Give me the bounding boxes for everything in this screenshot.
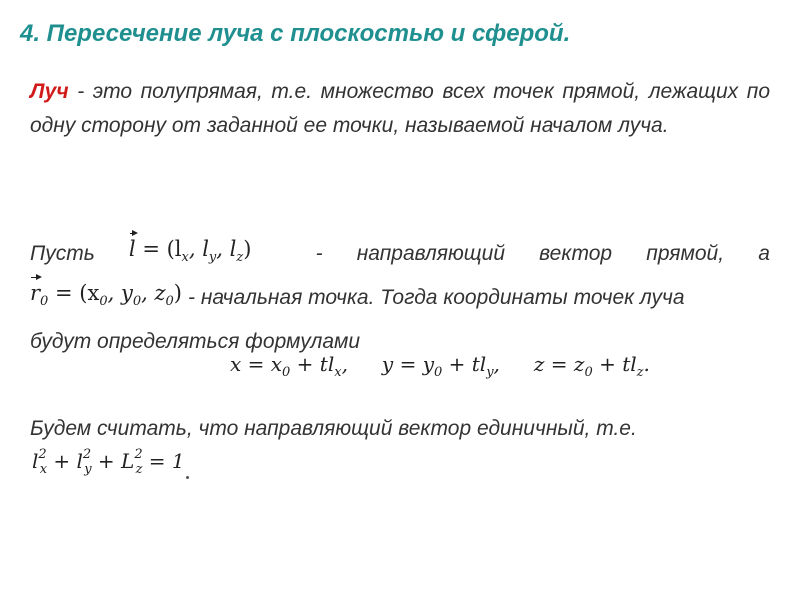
vector-r-symbol: r (30, 276, 40, 310)
ray-definition (30, 75, 770, 143)
direction-line-1 (30, 232, 770, 276)
origin-point-text: - начальная точка. Тогда координаты точек луча (188, 286, 685, 309)
slide-title: 4. Пересечение луча с плоскостью и сферой. (20, 20, 571, 47)
formula-z: $z = z_0 + tl_z$. (533, 352, 650, 380)
term-ray: Луч (30, 80, 69, 103)
vector-l-symbol: l (129, 232, 136, 266)
formula-x: $x = x_0 + tl_x$, (230, 352, 348, 380)
direction-vector-formula: $l = (l_x$, $l_y$, $l_z$) (129, 232, 252, 275)
direction-line-2 (30, 276, 770, 320)
word-a: а (758, 242, 770, 265)
parametric-formulas (230, 352, 650, 380)
word-pust: Пусть (30, 242, 95, 265)
unit-vector-text: Будем считать, что направляющий вектор единичный, т.е. (30, 417, 637, 440)
word-direction: направляющий (356, 242, 505, 265)
unit-vector-paragraph (30, 412, 770, 446)
dash: - (315, 242, 323, 265)
origin-vector-formula: $r_0 = (x_0$, $y_0$, $z_0$) (30, 276, 182, 319)
word-vector: вектор (539, 242, 613, 265)
unit-norm-formula: $l^2_x + l^2_y + L^2_z = 1$ (32, 447, 185, 477)
definition-text: - это полупрямая, т.е. множество всех точек прямой, лежащих по одну сторону от заданной ее точки, называемой началом луча. (30, 80, 770, 137)
word-line: прямой, (646, 242, 725, 265)
stray-dot (186, 476, 189, 479)
formulas-intro: будут определяться формулами (30, 330, 361, 353)
direction-paragraph (30, 232, 770, 364)
formula-y: $y = y_0 + tl_y$, (381, 352, 500, 380)
